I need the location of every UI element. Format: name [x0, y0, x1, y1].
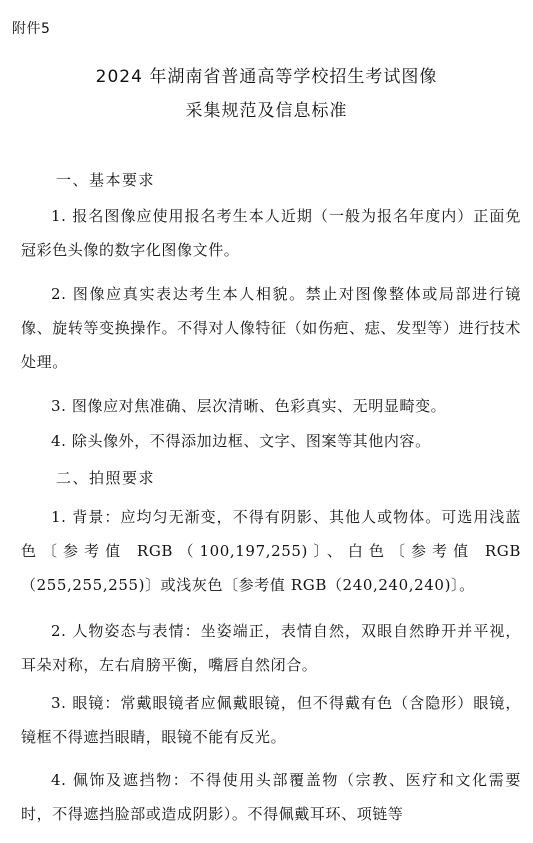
document-title-line-2: 采集规范及信息标准: [185, 101, 348, 121]
basic-requirement-item-4: 4. 除头像外，不得添加边框、文字、图案等其他内容。: [51, 432, 431, 450]
photo-requirement-item-4: 4. 佩饰及遮挡物：不得使用头部覆盖物（宗教、医疗和文化需要时，不得遮挡脸部或造成阴影）。不得佩戴耳环、项链等: [21, 771, 521, 823]
photo-requirement-item-1: 1. 背景：应均匀无渐变，不得有阴影、其他人或物体。可选用浅蓝色〔参考值 RGB（100,197,255)〕、白色〔参考值 RGB（255,255,255)〕或浅灰色〔参考值 RGB（240,240,240)〕。: [21, 508, 521, 594]
basic-requirement-item-1: 1. 报名图像应使用报名考生本人近期（一般为报名年度内）正面免冠彩色头像的数字化图像文件。: [21, 207, 521, 259]
attachment-label: 附件5: [12, 21, 51, 37]
photo-requirement-item-2: 2. 人物姿态与表情：坐姿端正，表情自然，双眼自然睁开并平视，耳朵对称，左右肩膀平衡，嘴唇自然闭合。: [21, 622, 521, 674]
section-heading-basic-requirements: 一、基本要求: [56, 171, 156, 189]
document-title-line-1: 2024 年湖南省普通高等学校招生考试图像: [95, 67, 438, 87]
section-heading-photo-requirements: 二、拍照要求: [56, 469, 156, 487]
basic-requirement-item-3: 3. 图像应对焦准确、层次清晰、色彩真实、无明显畸变。: [51, 397, 447, 415]
photo-requirement-item-3: 3. 眼镜：常戴眼镜者应佩戴眼镜，但不得戴有色（含隐形）眼镜，镜框不得遮挡眼睛，眼镜不能有反光。: [21, 694, 521, 746]
basic-requirement-item-2: 2. 图像应真实表达考生本人相貌。禁止对图像整体或局部进行镜像、旋转等变换操作。不得对人像特征（如伤疤、痣、发型等）进行技术处理。: [21, 285, 521, 371]
